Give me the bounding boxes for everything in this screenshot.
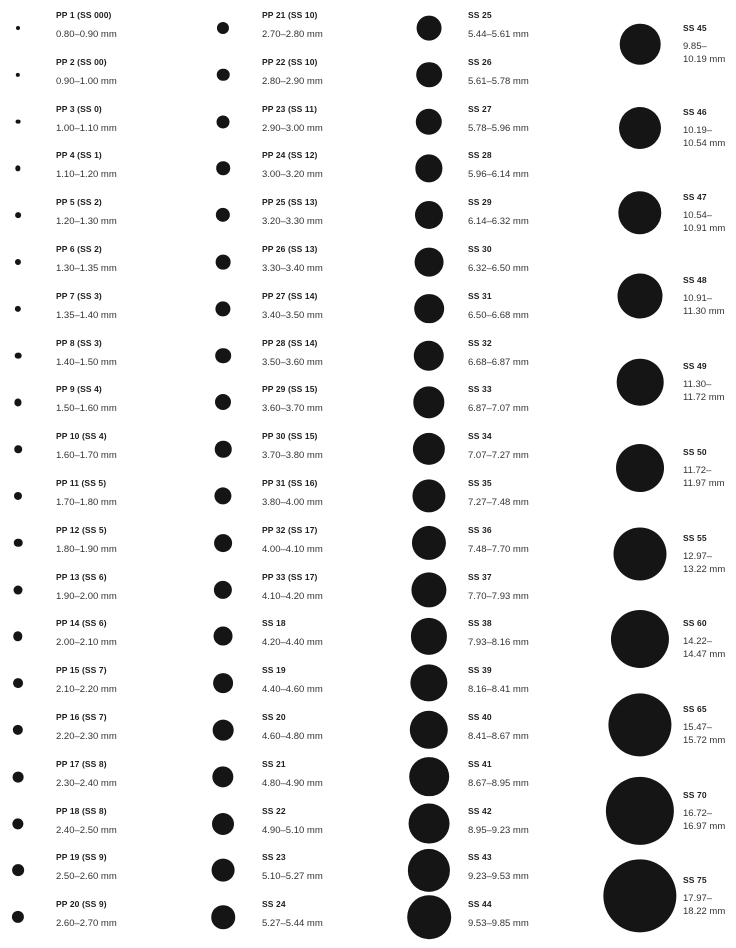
size-range: 7.93–8.16 mm (468, 637, 529, 649)
size-range: 3.00–3.20 mm (262, 169, 323, 181)
size-range-start: 12.97– (683, 551, 713, 562)
size-range: 6.14–6.32 mm (468, 216, 529, 228)
size-range: 1.40–1.50 mm (56, 356, 117, 368)
size-range: 1.30–1.35 mm (56, 263, 117, 274)
size-range: 1.50–1.60 mm (56, 403, 117, 415)
size-range: 1.90–2.00 mm (56, 590, 117, 602)
stone-size-dot (216, 162, 230, 176)
stone-size-dot (617, 359, 664, 406)
stone-size-dot (415, 155, 442, 182)
stone-size-dot (215, 301, 230, 316)
size-label: PP 14 (SS 6) (56, 618, 107, 629)
size-range: 2.00–2.10 mm (56, 637, 117, 649)
stone-size-dot (13, 725, 23, 735)
size-label: PP 25 (SS 13) (262, 197, 318, 208)
stone-size-dot (412, 479, 445, 512)
stone-size-dot (214, 487, 231, 504)
size-label: PP 1 (SS 000) (56, 10, 112, 20)
stone-size-dot (212, 813, 234, 835)
size-label: SS 36 (468, 524, 492, 535)
size-range: 3.50–3.60 mm (262, 356, 323, 368)
stone-size-dot (411, 618, 447, 654)
size-label: PP 21 (SS 10) (262, 10, 318, 20)
stone-size-dot (211, 905, 235, 929)
stone-size-dot (15, 306, 21, 312)
size-label: SS 18 (262, 618, 286, 629)
size-range-end: 11.97 mm (683, 478, 725, 489)
size-range: 2.70–2.80 mm (262, 29, 323, 40)
size-label: SS 47 (683, 192, 707, 202)
size-range-start: 14.22– (683, 636, 713, 647)
size-range: 6.68–6.87 mm (468, 356, 529, 368)
size-label: PP 12 (SS 5) (56, 524, 107, 535)
stone-size-dot (217, 115, 230, 128)
size-label: PP 8 (SS 3) (56, 337, 102, 348)
size-label: PP 20 (SS 9) (56, 899, 107, 910)
stone-size-dot (417, 16, 442, 41)
stone-size-dot (12, 911, 24, 923)
size-range-end: 10.54 mm (683, 138, 726, 149)
size-label: PP 23 (SS 11) (262, 103, 318, 114)
stone-size-dot (618, 191, 661, 234)
size-label: PP 28 (SS 14) (262, 337, 318, 348)
stone-size-dot (608, 693, 671, 756)
stone-size-dot (616, 444, 664, 492)
stone-size-dot (216, 255, 231, 270)
stone-size-dot (14, 399, 21, 406)
size-range-end: 18.22 mm (683, 906, 726, 917)
size-range: 3.80–4.00 mm (262, 497, 323, 508)
stone-size-dot (15, 259, 21, 265)
size-range: 0.80–0.90 mm (56, 29, 117, 40)
size-range: 5.78–5.96 mm (468, 122, 529, 134)
size-range-end: 15.72 mm (683, 735, 726, 746)
size-range-end: 10.91 mm (683, 223, 726, 234)
size-label: PP 7 (SS 3) (56, 290, 102, 301)
stone-size-dot (613, 527, 666, 580)
size-label: SS 24 (262, 899, 286, 910)
size-label: SS 50 (683, 447, 707, 457)
size-label: SS 44 (468, 899, 492, 910)
stone-size-dot (212, 766, 233, 787)
size-range: 4.40–4.60 mm (262, 684, 323, 696)
size-range: 4.90–5.10 mm (262, 824, 323, 836)
size-range: 3.20–3.30 mm (262, 216, 323, 228)
size-range-start: 11.30– (683, 379, 712, 390)
stone-size-dot (12, 818, 23, 829)
stone-size-dot (215, 441, 232, 458)
size-label: SS 21 (262, 758, 286, 769)
stone-size-dot (611, 610, 669, 668)
size-label: PP 15 (SS 7) (56, 665, 107, 676)
size-range: 5.10–5.27 mm (262, 871, 323, 883)
stone-size-dot (409, 803, 450, 844)
size-label: SS 35 (468, 478, 492, 488)
size-range-start: 15.47– (683, 722, 713, 733)
stone-size-dot (413, 433, 445, 465)
size-range: 4.00–4.10 mm (262, 543, 323, 555)
size-range-end: 11.72 mm (683, 392, 725, 403)
size-label: SS 20 (262, 712, 286, 722)
size-range: 3.40–3.50 mm (262, 309, 323, 321)
size-label: SS 26 (468, 56, 492, 67)
size-range: 4.60–4.80 mm (262, 731, 323, 742)
size-label: SS 19 (262, 665, 286, 676)
size-label: PP 19 (SS 9) (56, 852, 107, 863)
size-label: SS 27 (468, 103, 492, 114)
stone-size-dot (213, 720, 234, 741)
size-range: 8.41–8.67 mm (468, 731, 529, 742)
size-label: SS 34 (468, 431, 492, 442)
size-label: SS 49 (683, 361, 707, 371)
size-range: 1.20–1.30 mm (56, 216, 117, 228)
size-label: PP 29 (SS 15) (262, 384, 318, 395)
size-label: PP 24 (SS 12) (262, 150, 318, 161)
size-label: PP 33 (SS 17) (262, 571, 318, 582)
stone-size-dot (214, 534, 232, 552)
size-label: SS 43 (468, 852, 492, 863)
size-label: SS 28 (468, 150, 492, 161)
size-label: PP 4 (SS 1) (56, 150, 102, 161)
stone-size-dot (410, 711, 448, 749)
size-label: PP 18 (SS 8) (56, 805, 107, 816)
size-label: SS 42 (468, 805, 492, 816)
size-label: SS 65 (683, 704, 707, 714)
stone-size-dot (12, 865, 24, 877)
stone-size-dot (16, 26, 20, 30)
size-label: SS 39 (468, 665, 492, 676)
size-range: 0.90–1.00 mm (56, 75, 117, 87)
size-range: 3.70–3.80 mm (262, 450, 323, 462)
size-range: 2.10–2.20 mm (56, 684, 117, 696)
size-label: PP 2 (SS 00) (56, 56, 107, 67)
size-range: 1.80–1.90 mm (56, 543, 117, 555)
size-label: PP 30 (SS 15) (262, 431, 318, 442)
stone-size-dot (410, 665, 447, 702)
size-range-start: 10.19– (683, 125, 713, 136)
size-label: SS 22 (262, 805, 286, 816)
size-label: SS 41 (468, 758, 492, 769)
size-label: PP 6 (SS 2) (56, 244, 102, 254)
size-label: PP 26 (SS 13) (262, 244, 318, 254)
stone-size-dot (409, 757, 449, 797)
size-range-start: 17.97– (683, 893, 713, 904)
stone-size-dot (416, 108, 442, 134)
size-label: SS 70 (683, 790, 707, 800)
stone-size-dot (414, 340, 444, 370)
size-label: PP 31 (SS 16) (262, 478, 318, 488)
size-range: 1.70–1.80 mm (56, 497, 117, 508)
stone-size-dot (413, 387, 444, 418)
stone-size-dot (412, 526, 446, 560)
size-range-end: 11.30 mm (683, 306, 725, 317)
stone-size-dot (603, 859, 676, 932)
stone-size-dot (16, 119, 21, 124)
size-range-end: 10.19 mm (683, 54, 726, 65)
size-range: 5.27–5.44 mm (262, 918, 323, 930)
size-range: 1.60–1.70 mm (56, 450, 117, 462)
stone-size-dot (407, 895, 451, 939)
size-range-start: 10.91– (683, 293, 713, 304)
size-label: SS 55 (683, 533, 707, 543)
stone-size-dot (408, 849, 450, 891)
size-label: PP 9 (SS 4) (56, 384, 102, 395)
stone-size-dot (14, 539, 23, 548)
size-label: PP 32 (SS 17) (262, 524, 318, 535)
size-range-start: 16.72– (683, 808, 713, 819)
size-range: 1.10–1.20 mm (56, 169, 117, 181)
size-label: SS 25 (468, 10, 492, 20)
size-range: 5.96–6.14 mm (468, 169, 529, 181)
size-range: 9.53–9.85 mm (468, 918, 529, 930)
size-range: 6.50–6.68 mm (468, 309, 529, 321)
stone-size-dot (620, 24, 661, 65)
stone-size-dot (15, 166, 20, 171)
size-range: 2.60–2.70 mm (56, 918, 117, 930)
stone-size-dot (618, 274, 663, 319)
size-range-end: 16.97 mm (683, 821, 726, 832)
size-range: 7.07–7.27 mm (468, 450, 529, 462)
size-range: 5.61–5.78 mm (468, 75, 529, 87)
size-range: 2.90–3.00 mm (262, 122, 323, 134)
stone-size-dot (415, 201, 443, 229)
size-range: 3.30–3.40 mm (262, 263, 323, 274)
size-range: 2.30–2.40 mm (56, 777, 117, 789)
stone-size-dot (414, 294, 444, 324)
size-range: 2.20–2.30 mm (56, 731, 117, 742)
size-label: SS 75 (683, 875, 707, 885)
stone-size-dot (411, 572, 446, 607)
size-range: 5.44–5.61 mm (468, 29, 529, 40)
size-range: 2.80–2.90 mm (262, 75, 323, 87)
size-label: PP 17 (SS 8) (56, 758, 107, 769)
size-range: 1.00–1.10 mm (56, 122, 117, 134)
size-label: SS 60 (683, 618, 707, 628)
size-range: 9.23–9.53 mm (468, 871, 529, 883)
stone-size-dot (215, 348, 231, 364)
stone-size-dot (15, 212, 21, 218)
size-label: SS 30 (468, 244, 492, 254)
size-label: PP 3 (SS 0) (56, 103, 102, 114)
size-label: SS 33 (468, 384, 492, 395)
size-range: 6.87–7.07 mm (468, 403, 529, 415)
size-range-start: 9.85– (683, 41, 707, 52)
size-range: 4.80–4.90 mm (262, 777, 323, 789)
size-label: SS 38 (468, 618, 492, 629)
size-range: 7.70–7.93 mm (468, 590, 529, 602)
size-label: SS 40 (468, 712, 492, 722)
size-range: 2.50–2.60 mm (56, 871, 117, 883)
stone-size-dot (217, 22, 229, 34)
stone-size-dot (213, 673, 233, 693)
size-label: SS 46 (683, 107, 707, 117)
stone-size-dot (14, 492, 22, 500)
size-range-start: 10.54– (683, 210, 713, 221)
size-range: 7.27–7.48 mm (468, 497, 529, 508)
stone-size-dot (14, 585, 23, 594)
size-label: PP 16 (SS 7) (56, 712, 107, 722)
size-range-end: 13.22 mm (683, 564, 726, 575)
stone-size-dot (214, 580, 232, 598)
size-label: PP 11 (SS 5) (56, 478, 107, 488)
size-range-end: 14.47 mm (683, 649, 726, 660)
stone-size-dot (214, 627, 233, 646)
size-range: 8.67–8.95 mm (468, 777, 529, 789)
size-range: 8.16–8.41 mm (468, 684, 529, 696)
size-range: 4.10–4.20 mm (262, 590, 323, 602)
size-range: 6.32–6.50 mm (468, 263, 529, 274)
stone-size-dot (13, 771, 24, 782)
size-range: 3.60–3.70 mm (262, 403, 323, 415)
size-range: 7.48–7.70 mm (468, 543, 529, 555)
size-label: SS 32 (468, 337, 492, 348)
stone-size-dot (13, 678, 23, 688)
stone-size-dot (215, 394, 231, 410)
size-label: SS 29 (468, 197, 492, 208)
size-label: PP 22 (SS 10) (262, 56, 318, 67)
size-range: 8.95–9.23 mm (468, 824, 529, 836)
stone-size-dot (217, 69, 230, 82)
stone-size-dot (216, 208, 230, 222)
stone-size-dot (16, 73, 20, 77)
stone-size-dot (416, 62, 442, 88)
stone-size-dot (619, 107, 661, 149)
stone-size-dot (15, 352, 22, 359)
stone-size-dot (415, 248, 444, 277)
size-range-start: 11.72– (683, 465, 712, 476)
size-label: PP 5 (SS 2) (56, 197, 102, 208)
stone-size-dot (212, 859, 235, 882)
size-range: 4.20–4.40 mm (262, 637, 323, 649)
size-label: SS 48 (683, 275, 707, 285)
size-label: SS 45 (683, 23, 707, 33)
stone-size-dot (13, 632, 22, 641)
size-label: SS 37 (468, 571, 492, 582)
size-label: PP 27 (SS 14) (262, 290, 318, 301)
size-label: PP 13 (SS 6) (56, 571, 107, 582)
stone-size-dot (14, 445, 22, 453)
size-label: SS 23 (262, 852, 286, 863)
size-range: 1.35–1.40 mm (56, 309, 117, 321)
stone-size-dot (606, 777, 674, 845)
size-label: PP 10 (SS 4) (56, 431, 107, 442)
size-label: SS 31 (468, 290, 492, 301)
size-range: 2.40–2.50 mm (56, 824, 117, 836)
